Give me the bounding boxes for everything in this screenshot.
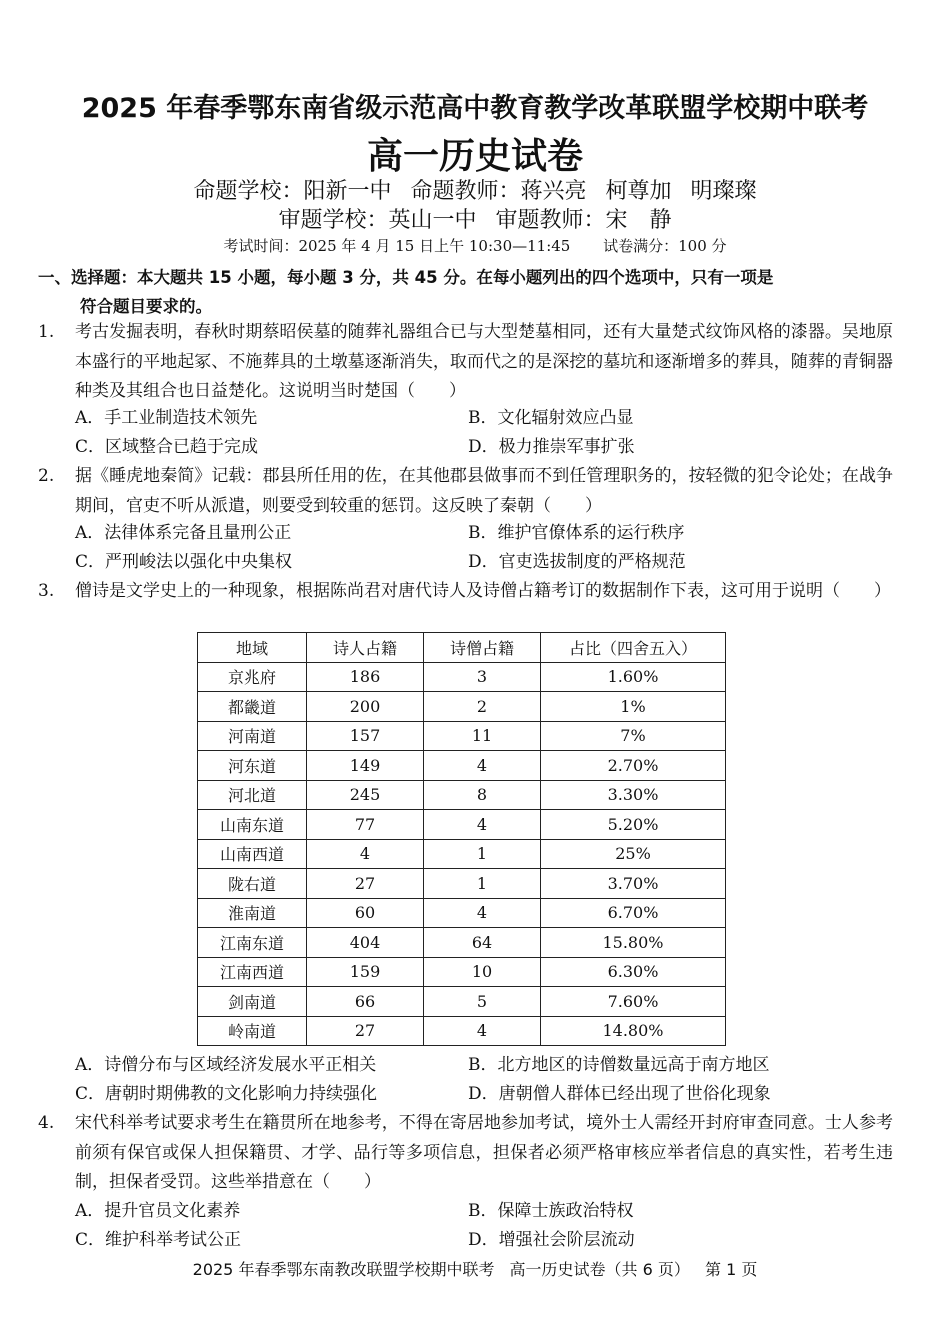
table-cell: 2 [424, 692, 541, 722]
table-cell: 3 [424, 662, 541, 692]
table-cell: 江南西道 [198, 957, 307, 987]
table-cell: 3.70% [541, 869, 726, 899]
table-cell: 11 [424, 721, 541, 751]
table-cell: 60 [307, 898, 424, 928]
question-3 [38, 577, 893, 607]
q1-option-d[interactable]: D．极力推崇军事扩张 [468, 437, 635, 457]
table-cell: 7% [541, 721, 726, 751]
table-row [198, 1016, 726, 1046]
poet-monk-table [197, 632, 726, 1046]
table-cell: 77 [307, 810, 424, 840]
question-stem: 宋代科举考试要求考生在籍贯所在地参考，不得在寄居地参加考试，境外士人需经开封府审查同意。士人参考前须有保官或保人担保籍贯、才学、品行等多项信息，担保者必须严格审核应举者信息的真实性，若考生违制，担保者受罚。这些举措意在（ ） [75, 1113, 893, 1192]
table-cell: 陇右道 [198, 869, 307, 899]
q1-option-c[interactable]: C．区域整合已趋于完成 [75, 437, 259, 457]
table-cell: 25% [541, 839, 726, 869]
table-cell: 1% [541, 692, 726, 722]
table-body [198, 662, 726, 1046]
table-cell: 1.60% [541, 662, 726, 692]
table-cell: 山南东道 [198, 810, 307, 840]
table-cell: 6.70% [541, 898, 726, 928]
table-row [198, 751, 726, 781]
question-stem: 考古发掘表明，春秋时期蔡昭侯墓的随葬礼器组合已与大型楚墓相同，还有大量楚式纹饰风格的漆器。吴地原本盛行的平地起冢、不施葬具的土墩墓逐渐消失，取而代之的是深挖的墓坑和逐渐增多的葬具，随葬的青铜器种类及其组合也日益楚化。这说明当时楚国（ ） [75, 322, 893, 401]
q2-option-b[interactable]: B．维护官僚体系的运行秩序 [468, 523, 685, 543]
section-instructions-cont: 符合题目要求的。 [80, 297, 212, 316]
table-cell: 7.60% [541, 987, 726, 1017]
table-cell: 66 [307, 987, 424, 1017]
table-cell: 京兆府 [198, 662, 307, 692]
table-row [198, 721, 726, 751]
q3-option-b[interactable]: B．北方地区的诗僧数量远高于南方地区 [468, 1055, 770, 1075]
table-cell: 6.30% [541, 957, 726, 987]
q1-option-b[interactable]: B．文化辐射效应凸显 [468, 408, 634, 428]
table-cell: 186 [307, 662, 424, 692]
q3-option-d[interactable]: D．唐朝僧人群体已经出现了世俗化现象 [468, 1084, 771, 1104]
table-header-cell: 占比（四舍五入） [541, 633, 726, 663]
page-footer [0, 1257, 950, 1280]
table-cell: 河东道 [198, 751, 307, 781]
table-header-cell: 地域 [198, 633, 307, 663]
table-cell: 14.80% [541, 1016, 726, 1046]
footer-exam-name: 2025 年春季鄂东南教改联盟学校期中联考 [192, 1260, 495, 1279]
table-cell: 3.30% [541, 780, 726, 810]
table-row [198, 692, 726, 722]
table-cell: 10 [424, 957, 541, 987]
q4-option-b[interactable]: B．保障士族政治特权 [468, 1201, 634, 1221]
setter-teacher-3: 明璨璨 [690, 179, 757, 204]
question-2 [38, 462, 893, 521]
table-cell: 27 [307, 869, 424, 899]
table-cell: 64 [424, 928, 541, 958]
table-row [198, 957, 726, 987]
question-1 [38, 318, 893, 407]
question-4 [38, 1109, 893, 1198]
table-cell: 157 [307, 721, 424, 751]
q3-option-c[interactable]: C．唐朝时期佛教的文化影响力持续强化 [75, 1084, 378, 1104]
table-row [198, 987, 726, 1017]
table-cell: 15.80% [541, 928, 726, 958]
reviewer-info [0, 203, 950, 234]
table-cell: 1 [424, 869, 541, 899]
q3-option-a[interactable]: A．诗僧分布与区域经济发展水平正相关 [75, 1055, 377, 1075]
q2-option-d[interactable]: D．官吏选拔制度的严格规范 [468, 552, 686, 572]
question-number: 2. [38, 466, 55, 486]
exam-subject-title: 高一历史试卷 [366, 136, 583, 177]
footer-page-number: 第 1 页 [705, 1260, 758, 1279]
reviewer-school: 审题学校：英山一中 [278, 208, 477, 233]
exam-info [0, 235, 950, 256]
q1-option-a[interactable]: A．手工业制造技术领先 [75, 408, 258, 428]
q2-option-c[interactable]: C．严刑峻法以强化中央集权 [75, 552, 293, 572]
setter-teacher-2: 柯尊加 [605, 179, 672, 204]
question-number: 4. [38, 1113, 55, 1133]
table-cell: 5 [424, 987, 541, 1017]
setter-teacher-1: 命题教师：蒋兴亮 [410, 179, 587, 204]
setter-school: 命题学校：阳新一中 [193, 179, 392, 204]
q4-option-a[interactable]: A．提升官员文化素养 [75, 1201, 241, 1221]
table-cell: 淮南道 [198, 898, 307, 928]
table-cell: 河南道 [198, 721, 307, 751]
exam-time: 考试时间：2025 年 4 月 15 日上午 10:30—11:45 [223, 237, 571, 255]
table-cell: 都畿道 [198, 692, 307, 722]
table-cell: 200 [307, 692, 424, 722]
reviewer-teacher: 审题教师：宋 静 [495, 208, 672, 233]
table-cell: 4 [424, 810, 541, 840]
section-heading [38, 263, 898, 321]
table-row [198, 810, 726, 840]
table-header-cell: 诗人占籍 [307, 633, 424, 663]
table-cell: 245 [307, 780, 424, 810]
table-cell: 剑南道 [198, 987, 307, 1017]
table-row [198, 869, 726, 899]
section-instructions: 一、选择题：本大题共 15 小题，每小题 3 分，共 45 分。在每小题列出的四个选项中，只有一项是 [38, 268, 774, 287]
question-stem: 僧诗是文学史上的一种现象，根据陈尚君对唐代诗人及诗僧占籍考订的数据制作下表，这可用于说明（ ） [75, 581, 891, 601]
question-number: 3. [38, 581, 55, 601]
table-cell: 2.70% [541, 751, 726, 781]
table-row [198, 839, 726, 869]
table-row [198, 928, 726, 958]
exam-title: 2025 年春季鄂东南省级示范高中教育教学改革联盟学校期中联考 [81, 93, 869, 124]
table-row [198, 898, 726, 928]
table-cell: 159 [307, 957, 424, 987]
q4-option-c[interactable]: C．维护科举考试公正 [75, 1230, 242, 1250]
table-header-row [198, 633, 726, 663]
table-cell: 4 [307, 839, 424, 869]
question-number: 1. [38, 322, 55, 342]
full-score: 试卷满分：100 分 [603, 237, 727, 255]
table-row [198, 662, 726, 692]
setter-info [0, 174, 950, 205]
table-header-cell: 诗僧占籍 [424, 633, 541, 663]
table-cell: 404 [307, 928, 424, 958]
table-cell: 8 [424, 780, 541, 810]
table-cell: 149 [307, 751, 424, 781]
table-cell: 江南东道 [198, 928, 307, 958]
question-stem: 据《睡虎地秦简》记载：郡县所任用的佐，在其他郡县做事而不到任管理职务的，按轻微的犯令论处；在战争期间，官吏不听从派遣，则要受到较重的惩罚。这反映了秦朝（ ） [75, 466, 893, 516]
table-cell: 27 [307, 1016, 424, 1046]
table-cell: 1 [424, 839, 541, 869]
table-cell: 4 [424, 1016, 541, 1046]
table-cell: 岭南道 [198, 1016, 307, 1046]
table-cell: 5.20% [541, 810, 726, 840]
q4-option-d[interactable]: D．增强社会阶层流动 [468, 1230, 635, 1250]
q2-option-a[interactable]: A．法律体系完备且量刑公正 [75, 523, 292, 543]
table-cell: 4 [424, 898, 541, 928]
table-row [198, 780, 726, 810]
table-cell: 4 [424, 751, 541, 781]
footer-paper-info: 高一历史试卷（共 6 页） [509, 1260, 690, 1279]
table-cell: 河北道 [198, 780, 307, 810]
table-cell: 山南西道 [198, 839, 307, 869]
